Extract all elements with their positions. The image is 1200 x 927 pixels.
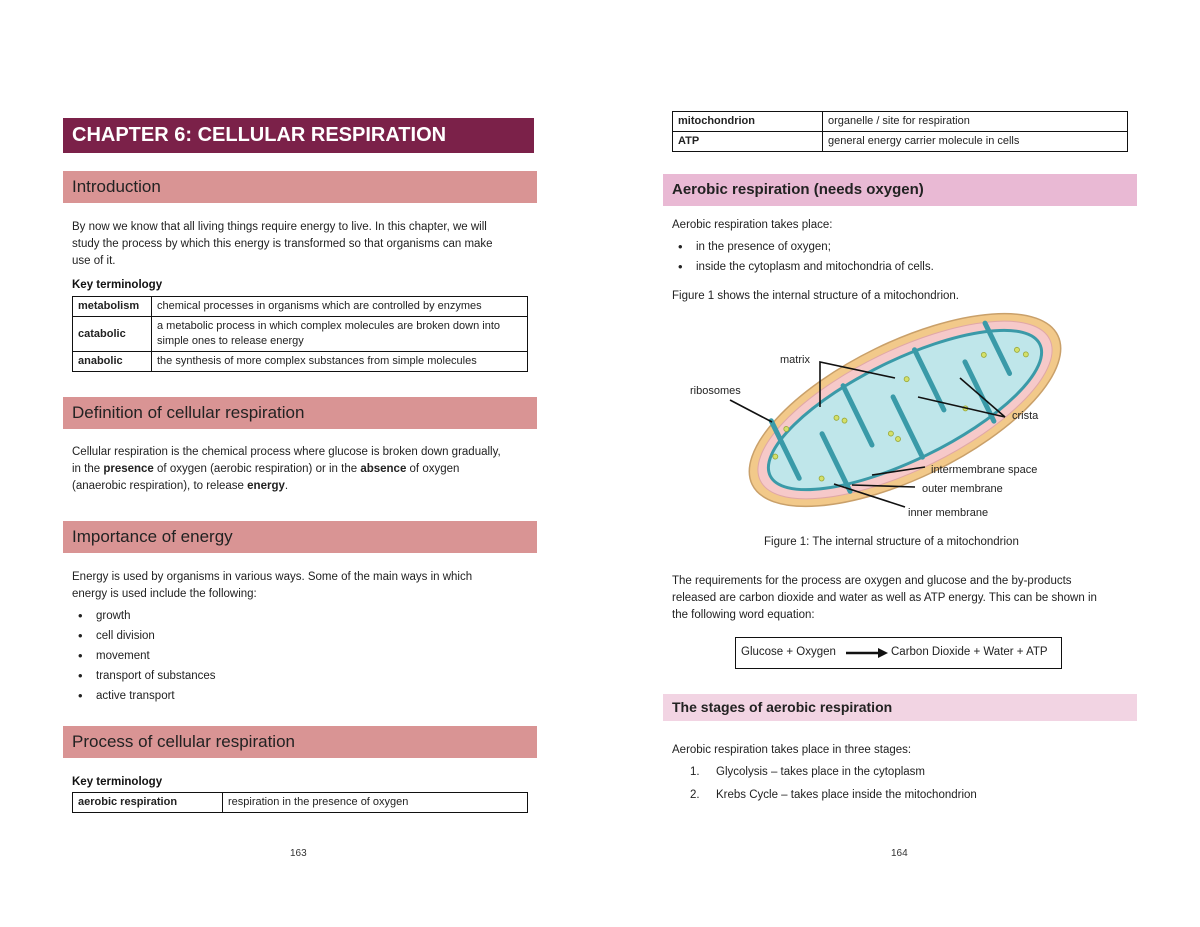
- stages-list: [672, 761, 977, 807]
- term-cell: ATP: [673, 132, 823, 152]
- list-number: 1.: [690, 766, 700, 778]
- definition-cell: chemical processes in organisms which are controlled by enzymes: [152, 297, 528, 317]
- list-item: [672, 761, 977, 784]
- definition-line: [72, 461, 542, 478]
- aerobic-conditions-list: [672, 237, 934, 277]
- label-intermembrane-space: intermembrane space: [931, 464, 1038, 476]
- section-heading-aerobic: Aerobic respiration (needs oxygen): [663, 174, 1137, 206]
- word-equation-box: [735, 637, 1062, 669]
- page-number: 164: [891, 848, 908, 859]
- label-matrix: matrix: [780, 354, 810, 366]
- section-heading-definition: Definition of cellular respiration: [63, 397, 537, 429]
- definition-line: [72, 478, 542, 495]
- figure-intro: Figure 1 shows the internal structure of a mitochondrion.: [672, 290, 960, 302]
- term-cell: mitochondrion: [673, 112, 823, 132]
- terminology-table: [72, 296, 528, 372]
- terminology-table-continued: [672, 111, 1128, 152]
- ribosomes-leader-line: [730, 400, 772, 422]
- bold-energy: energy: [247, 480, 285, 492]
- definition-cell: organelle / site for respiration: [823, 112, 1128, 132]
- list-item: • growth: [72, 606, 216, 626]
- label-crista: crista: [1012, 410, 1039, 422]
- key-terminology-label: Key terminology: [72, 279, 163, 291]
- page-number: 163: [290, 848, 307, 859]
- list-item: [672, 784, 977, 807]
- definition-paragraph: [72, 444, 542, 495]
- section-heading-introduction: Introduction: [63, 171, 537, 203]
- chapter-title: CHAPTER 6: CELLULAR RESPIRATION: [63, 118, 534, 153]
- figure-caption: Figure 1: The internal structure of a mitochondrion: [764, 536, 1019, 548]
- importance-paragraph: [72, 569, 542, 603]
- text-span: (anaerobic respiration), to release: [72, 480, 248, 492]
- section-heading-importance: Importance of energy: [63, 521, 537, 553]
- process-terminology-table: [72, 792, 528, 813]
- importance-line: energy is used include the following:: [72, 588, 257, 600]
- intro-line: use of it.: [72, 255, 116, 267]
- term-cell: metabolism: [73, 297, 152, 317]
- term-cell: aerobic respiration: [73, 793, 223, 813]
- label-ribosomes: ribosomes: [690, 385, 741, 397]
- table-row: [673, 132, 1128, 152]
- section-heading-stages: The stages of aerobic respiration: [663, 694, 1137, 721]
- requirements-line: The requirements for the process are oxygen and glucose and the by-products: [672, 575, 1072, 587]
- importance-line: Energy is used by organisms in various ways. Some of the main ways in which: [72, 571, 473, 583]
- list-text: Krebs Cycle – takes place inside the mitochondrion: [716, 789, 977, 801]
- list-item: • in the presence of oxygen;: [672, 237, 934, 257]
- aerobic-intro: Aerobic respiration takes place:: [672, 219, 833, 231]
- definition-cell: a metabolic process in which complex molecules are broken down into simple ones to release energy: [152, 317, 528, 352]
- label-inner-membrane: inner membrane: [908, 507, 989, 519]
- bold-absence: absence: [360, 463, 407, 475]
- table-row: [73, 317, 528, 352]
- definition-cell: the synthesis of more complex substances from simple molecules: [152, 352, 528, 372]
- energy-uses-list: [72, 606, 216, 706]
- list-item: • transport of substances: [72, 666, 216, 686]
- text-span: of oxygen: [406, 463, 460, 475]
- list-item: • inside the cytoplasm and mitochondria of cells.: [672, 257, 934, 277]
- arrow-right-icon: [846, 647, 888, 659]
- term-cell: anabolic: [73, 352, 152, 372]
- intro-line: By now we know that all living things require energy to live. In this chapter, we will: [72, 221, 487, 233]
- intro-line: study the process by which this energy is transformed so that organisms can make: [72, 238, 493, 250]
- intro-paragraph: [72, 219, 542, 270]
- list-item: • cell division: [72, 626, 216, 646]
- table-row: [73, 297, 528, 317]
- mitochondrion-diagram: [660, 305, 1090, 520]
- list-number: 2.: [690, 789, 700, 801]
- requirements-line: released are carbon dioxide and water as well as ATP energy. This can be shown in: [672, 592, 1097, 604]
- list-text: Glycolysis – takes place in the cytoplasm: [716, 766, 926, 778]
- key-terminology-label: Key terminology: [72, 776, 163, 788]
- equation-reactants: Glucose + Oxygen: [741, 646, 836, 658]
- table-row: [73, 793, 528, 813]
- text-span: of oxygen (aerobic respiration) or in the: [153, 463, 361, 475]
- label-outer-membrane: outer membrane: [922, 483, 1003, 495]
- definition-cell: general energy carrier molecule in cells: [823, 132, 1128, 152]
- text-span: in the: [72, 463, 104, 475]
- term-cell: catabolic: [73, 317, 152, 352]
- bold-presence: presence: [103, 463, 154, 475]
- table-row: [73, 352, 528, 372]
- stages-intro: Aerobic respiration takes place in three stages:: [672, 744, 912, 756]
- equation-products: Carbon Dioxide + Water + ATP: [891, 646, 1048, 658]
- text-span: .: [284, 480, 289, 492]
- list-item: • movement: [72, 646, 216, 666]
- table-row: [673, 112, 1128, 132]
- section-heading-process: Process of cellular respiration: [63, 726, 537, 758]
- definition-line: Cellular respiration is the chemical process where glucose is broken down gradually,: [72, 446, 501, 458]
- list-item: • active transport: [72, 686, 216, 706]
- requirements-paragraph: [672, 573, 1142, 624]
- requirements-line: the following word equation:: [672, 609, 815, 621]
- definition-cell: respiration in the presence of oxygen: [223, 793, 528, 813]
